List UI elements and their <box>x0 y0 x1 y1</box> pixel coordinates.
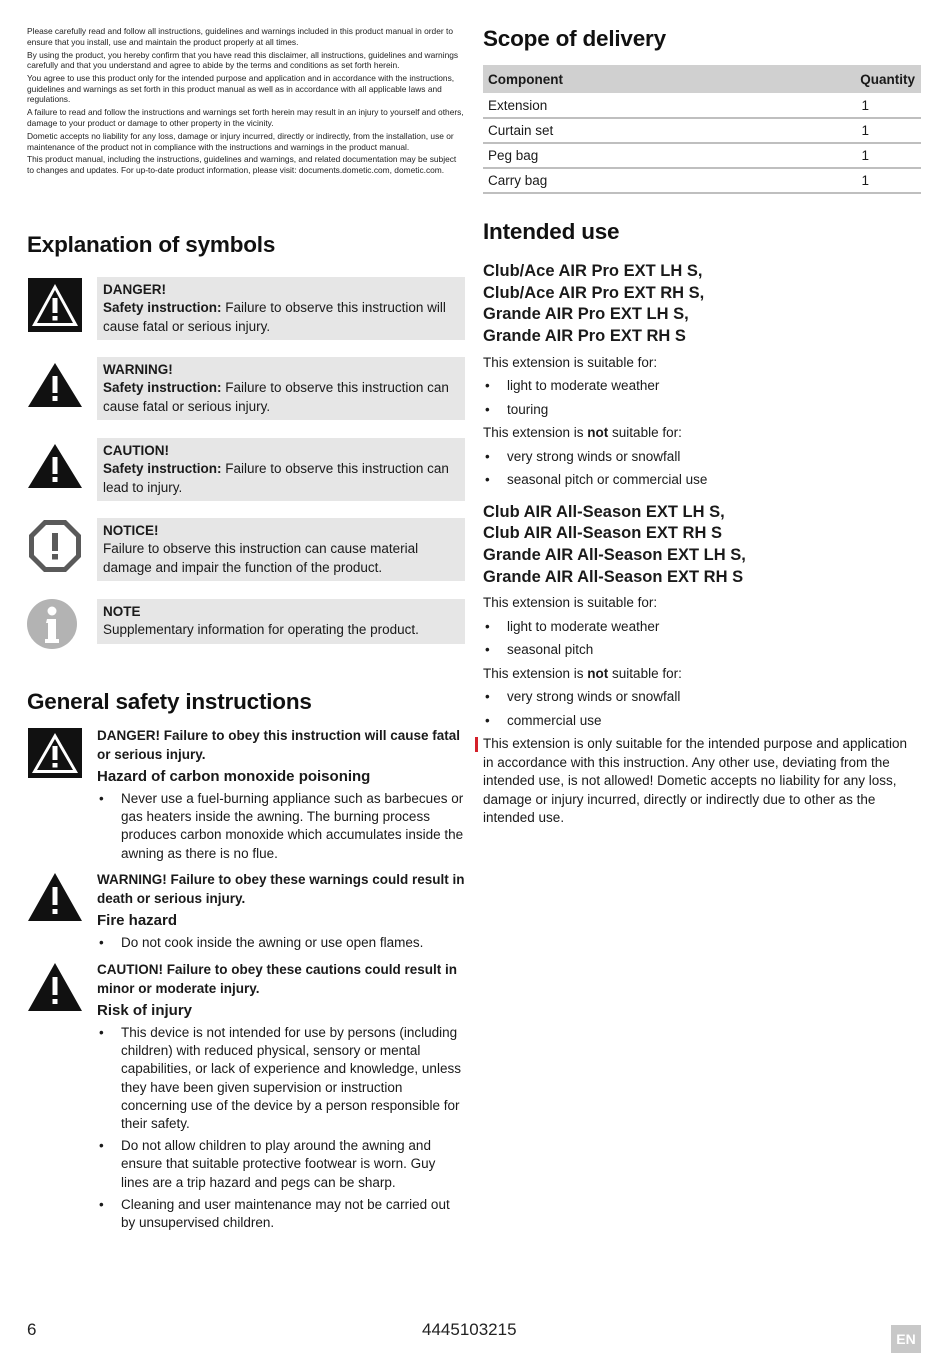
safety-heading: CAUTION! Failure to obey these cautions could result in minor or moderate injury. <box>97 962 458 996</box>
caution-icon <box>27 961 83 1013</box>
label-suffix: suitable for: <box>608 665 682 681</box>
list-item: • Never use a fuel-burning appliance such as barbecues or gas heaters inside the awning. The burning process produces carbon monoxide which accumulates inside the awning as there is no flue. <box>97 790 465 863</box>
list-item: • commercial use <box>483 712 921 731</box>
not-suitable-list <box>483 448 921 490</box>
symbol-box <box>97 518 465 581</box>
safety-heading: DANGER! Failure to obey this instruction will cause fatal or serious injury. <box>97 728 461 762</box>
list-item: • seasonal pitch or commercial use <box>483 471 921 490</box>
symbol-description: Supplementary information for operating the product. <box>103 622 419 637</box>
left-column <box>27 26 465 1231</box>
table-row <box>483 168 921 193</box>
disclaimer-paragraph: By using the product, you hereby confirm that you have read this disclaimer, all instructions, guidelines and warnings carefully and that you understand and agree to abide by the terms and conditions as set forth herein. <box>27 49 459 71</box>
label-prefix: This extension is <box>483 665 588 681</box>
model-name: Club/Ace AIR Pro EXT LH S, <box>483 262 703 280</box>
hazard-list <box>97 934 465 952</box>
list-item: • Do not cook inside the awning or use open flames. <box>97 934 465 952</box>
symbol-description: Failure to observe this instruction will cause fatal or serious injury. <box>103 300 446 334</box>
component-cell: Curtain set <box>483 118 730 143</box>
change-marker <box>475 737 478 752</box>
list-item: • light to moderate weather <box>483 618 921 637</box>
table-row <box>483 143 921 168</box>
emphasis-not: not <box>587 665 609 681</box>
disclaimer-paragraph: Dometic accepts no liability for any loss, damage or injury incurred, directly or indirectly, from the installation, use or maintenance of the product not in compliance with the instructions and warnings in the product manual. <box>27 130 454 152</box>
quantity-cell: 1 <box>730 93 921 118</box>
column-header-component: Component <box>483 65 730 93</box>
safety-body <box>97 961 465 1236</box>
info-icon <box>27 599 83 655</box>
symbols-heading: Explanation of symbols <box>27 232 276 257</box>
intended-use-closing <box>483 735 921 828</box>
list-item: • Do not allow children to play around the awning and ensure that suitable protective footwear is worn. Guy lines are a trip hazard and pegs can be sharp. <box>97 1137 465 1192</box>
disclaimer-paragraph: You agree to use this product only for the intended purpose and application and in accordance with the instructions, guidelines and warnings as set forth in this product manual as well as in accordance with all applicable laws and regulations. <box>27 73 455 105</box>
model-name: Club/Ace AIR Pro EXT RH S, <box>483 283 705 302</box>
language-badge: EN <box>891 1325 921 1353</box>
warning-icon <box>27 357 83 413</box>
label-suffix: suitable for: <box>608 425 682 441</box>
scope-table <box>483 65 921 194</box>
list-item: • light to moderate weather <box>483 377 921 396</box>
disclaimer <box>27 26 465 176</box>
symbol-description: Failure to observe this instruction can cause material damage and impair the function of the product. <box>103 541 419 575</box>
disclaimer-paragraph: Please carefully read and follow all instructions, guidelines and warnings included in this product manual in order to ensure that you install, use and maintain the product properly at all times. <box>27 26 453 47</box>
not-suitable-list <box>483 688 921 730</box>
list-item: • very strong winds or snowfall <box>483 688 921 707</box>
hazard-title: Fire hazard <box>97 912 178 929</box>
symbol-title: CAUTION! <box>103 443 169 458</box>
quantity-cell: 1 <box>730 118 921 143</box>
safety-heading: WARNING! Failure to obey these warnings could result in death or serious injury. <box>97 872 465 906</box>
page-number: 6 <box>27 1320 37 1339</box>
not-suitable-label <box>483 665 921 684</box>
intended-use-heading: Intended use <box>483 219 620 244</box>
model-name: Club AIR All-Season EXT RH S <box>483 524 722 543</box>
symbol-box <box>97 277 465 340</box>
symbol-danger <box>27 277 465 340</box>
general-safety-heading: General safety instructions <box>27 689 312 714</box>
suitable-list <box>483 618 921 660</box>
symbol-description: Failure to observe this instruction can lead to injury. <box>103 461 449 495</box>
notice-icon <box>27 518 83 574</box>
model-group <box>483 261 921 490</box>
safety-body <box>97 871 465 956</box>
danger-icon <box>27 727 83 779</box>
symbol-lead: Safety instruction: <box>103 300 222 315</box>
emphasis-not: not <box>587 425 609 441</box>
symbol-box <box>97 438 465 501</box>
danger-icon <box>27 277 83 333</box>
closing-text: This extension is only suitable for the intended purpose and application in accordance with this instruction. Any other use, deviating from the intended use, is not allowed! Dometic accepts no liability for any loss, damage or injury incurred, directly or indirectly due to other as the intended use. <box>483 736 908 826</box>
suitable-label: This extension is suitable for: <box>483 354 658 370</box>
symbol-text <box>103 460 459 497</box>
safety-body <box>97 727 465 867</box>
symbol-caution <box>27 438 465 501</box>
component-cell: Peg bag <box>483 143 730 168</box>
symbol-box <box>97 599 465 644</box>
component-cell: Carry bag <box>483 168 730 193</box>
model-name: Grande AIR All-Season EXT LH S, <box>483 546 746 564</box>
symbol-title: DANGER! <box>103 282 166 297</box>
symbol-warning <box>27 357 465 420</box>
quantity-cell: 1 <box>730 143 921 168</box>
symbol-notice <box>27 518 465 581</box>
suitable-label: This extension is suitable for: <box>483 595 658 611</box>
list-item: • This device is not intended for use by persons (including children) with reduced physical, sensory or mental capabilities, or lack of experience and knowledge, unless they have been given supervision or instruction concerning use of the device by a person responsible for their safety. <box>97 1024 465 1133</box>
disclaimer-paragraph: A failure to read and follow the instructions and warnings set forth herein may result in an injury to yourself and others, damage to your product or damage to other property in the vicinity. <box>27 107 464 128</box>
model-name: Club AIR All-Season EXT LH S, <box>483 502 725 521</box>
suitable-list <box>483 377 921 419</box>
caution-icon <box>27 438 83 494</box>
model-name: Grande AIR All-Season EXT RH S <box>483 567 744 586</box>
not-suitable-label <box>483 424 921 443</box>
symbol-lead: Safety instruction: <box>103 380 222 395</box>
symbol-text <box>103 299 459 336</box>
right-column <box>483 26 921 828</box>
symbol-note <box>27 599 465 662</box>
model-name: Grande AIR Pro EXT LH S, <box>483 305 689 324</box>
symbol-box <box>97 357 465 420</box>
document-number: 4445103215 <box>422 1320 517 1339</box>
symbol-text <box>103 379 459 416</box>
scope-heading: Scope of delivery <box>483 26 666 51</box>
hazard-title: Hazard of carbon monoxide poisoning <box>97 768 371 785</box>
symbol-title: NOTICE! <box>103 523 159 538</box>
column-header-quantity: Quantity <box>730 65 921 93</box>
model-name: Grande AIR Pro EXT RH S <box>483 327 686 346</box>
disclaimer-paragraph: This product manual, including the instructions, guidelines and warnings, and related documentation may be subject to changes and updates. For up-to-date product information, please visit: documents.dometic.com, dometic.com. <box>27 154 457 176</box>
list-item: • seasonal pitch <box>483 641 921 660</box>
table-row <box>483 93 921 118</box>
model-group <box>483 502 921 731</box>
hazard-list <box>97 1024 465 1232</box>
warning-icon <box>27 871 83 923</box>
label-prefix: This extension is <box>483 425 588 441</box>
hazard-list <box>97 790 465 863</box>
list-item: • touring <box>483 401 921 420</box>
symbol-lead: Safety instruction: <box>103 461 222 476</box>
component-cell: Extension <box>483 93 730 118</box>
symbol-description: Failure to observe this instruction can cause fatal or serious injury. <box>103 380 449 414</box>
list-item: • Cleaning and user maintenance may not be carried out by unsupervised children. <box>97 1196 465 1232</box>
table-header-row <box>483 65 921 93</box>
symbol-title: WARNING! <box>103 362 173 377</box>
table-row <box>483 118 921 143</box>
hazard-title: Risk of injury <box>97 1002 193 1019</box>
list-item: • very strong winds or snowfall <box>483 448 921 467</box>
quantity-cell: 1 <box>730 168 921 193</box>
symbol-title: NOTE <box>103 604 141 619</box>
